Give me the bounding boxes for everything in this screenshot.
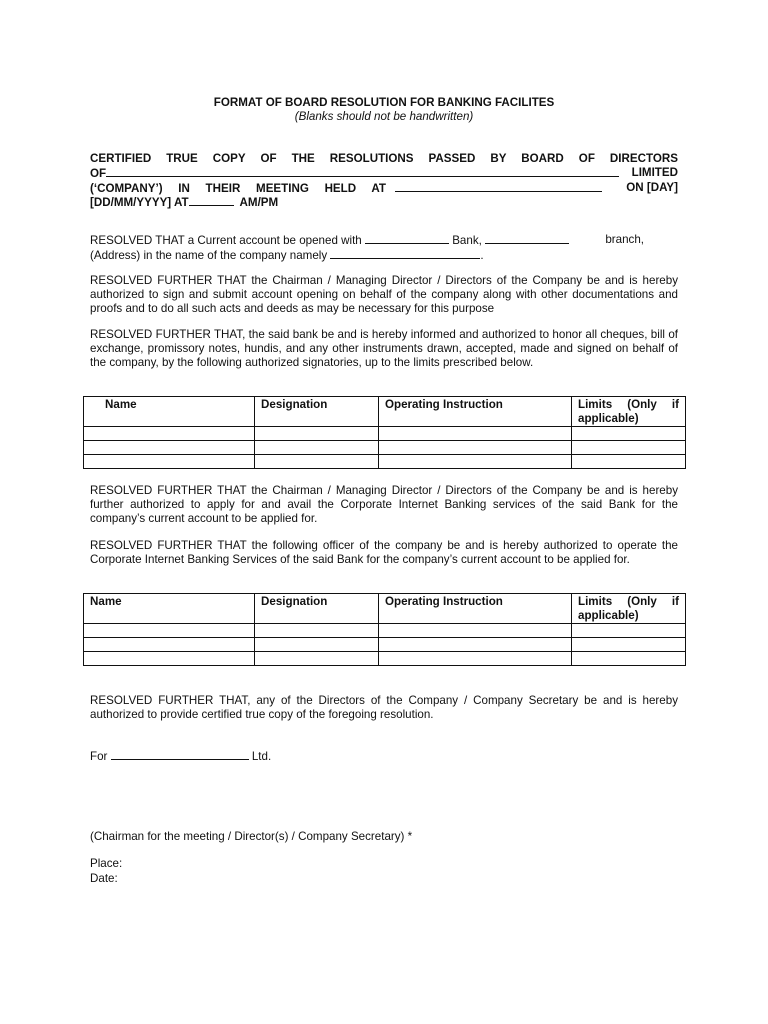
name-cell[interactable]	[84, 623, 255, 637]
operating-instruction-cell[interactable]	[379, 637, 572, 651]
table-row	[84, 637, 686, 651]
operating-instruction-header: Operating Instruction	[379, 594, 572, 624]
certified-block	[90, 152, 678, 210]
table-row	[84, 440, 686, 454]
designation-cell[interactable]	[255, 440, 379, 454]
operating-instruction-cell[interactable]	[379, 623, 572, 637]
table-header-row	[84, 397, 686, 427]
resolution-1-line-1: RESOLVED THAT a Current account be opened with Bank, branch,	[90, 233, 644, 247]
certified-line-3: (‘COMPANY’) IN THEIR MEETING HELD AT ON [DAY]	[90, 180, 678, 195]
limits-cell[interactable]	[572, 440, 686, 454]
company-namely-blank	[330, 248, 480, 259]
document-title: FORMAT OF BOARD RESOLUTION FOR BANKING FACILITES	[213, 96, 555, 109]
certified-line-1: CERTIFIED TRUE COPY OF THE RESOLUTIONS PASSED BY BOARD OF DIRECTORS	[90, 152, 678, 165]
name-cell[interactable]	[84, 651, 255, 665]
for-company-line: For Ltd.	[90, 750, 272, 763]
designation-cell[interactable]	[255, 651, 379, 665]
branch-blank	[485, 233, 569, 244]
limits-cell[interactable]	[572, 651, 686, 665]
resolution-6: RESOLVED FURTHER THAT, any of the Directors of the Company / Company Secretary be and is hereby authorized to provide certified true copy of the foregoing resolution.	[90, 694, 678, 721]
limits-cell[interactable]	[572, 623, 686, 637]
meeting-time-blank	[189, 195, 234, 206]
signatories-table-2	[83, 593, 686, 666]
designation-cell[interactable]	[255, 637, 379, 651]
designation-header: Designation	[255, 594, 379, 624]
resolution-4: RESOLVED FURTHER THAT the Chairman / Managing Director / Directors of the Company be and is hereby further authorized to apply for and avail the Corporate Internet Banking services of the said Bank for the company’s current account to be applied for.	[90, 484, 678, 525]
name-header: Name	[84, 397, 255, 427]
designation-cell[interactable]	[255, 454, 379, 468]
name-cell[interactable]	[84, 454, 255, 468]
for-company-blank	[111, 749, 249, 760]
date-label: Date:	[90, 872, 118, 885]
resolution-1	[90, 233, 678, 263]
name-cell[interactable]	[84, 426, 255, 440]
name-cell[interactable]	[84, 637, 255, 651]
designation-cell[interactable]	[255, 426, 379, 440]
operating-instruction-header: Operating Instruction	[379, 397, 572, 427]
company-name-blank	[106, 166, 619, 177]
table-header-row	[84, 594, 686, 624]
limited-label: LIMITED	[631, 165, 678, 179]
limits-header: Limits (Only if applicable)	[572, 397, 686, 427]
resolution-2: RESOLVED FURTHER THAT the Chairman / Managing Director / Directors of the Company be and is hereby authorized to sign and submit account opening on behalf of the company along with other documentations and proofs and to do all such acts and deeds as may be necessary for this purpose	[90, 274, 678, 315]
operating-instruction-cell[interactable]	[379, 651, 572, 665]
operating-instruction-cell[interactable]	[379, 454, 572, 468]
certified-line-2: OF LIMITED	[90, 165, 678, 180]
name-cell[interactable]	[84, 440, 255, 454]
limits-header: Limits (Only if applicable)	[572, 594, 686, 624]
resolution-1-line-2: (Address) in the name of the company namely .	[90, 248, 484, 262]
signatory-line: (Chairman for the meeting / Director(s) / Company Secretary) *	[90, 830, 413, 843]
designation-cell[interactable]	[255, 623, 379, 637]
bank-name-blank	[365, 233, 449, 244]
limits-cell[interactable]	[572, 426, 686, 440]
place-label: Place:	[90, 857, 123, 870]
operating-instruction-cell[interactable]	[379, 440, 572, 454]
table-row	[84, 651, 686, 665]
table-row	[84, 623, 686, 637]
signatories-table-1	[83, 396, 686, 469]
table-row	[84, 426, 686, 440]
resolution-3: RESOLVED FURTHER THAT, the said bank be and is hereby informed and authorized to honor all cheques, bill of exchange, promissory notes, hundis, and any other instruments drawn, accepted, made and signed on behalf of the company, by the following authorized signatories, up to the limits prescribed below.	[90, 328, 678, 369]
meeting-place-blank	[395, 181, 602, 192]
document-subtitle: (Blanks should not be handwritten)	[294, 110, 474, 123]
table-row	[84, 454, 686, 468]
limits-cell[interactable]	[572, 637, 686, 651]
certified-line-4: [DD/MM/YYYY] AT AM/PM	[90, 196, 279, 210]
limits-cell[interactable]	[572, 454, 686, 468]
resolution-5: RESOLVED FURTHER THAT the following officer of the company be and is hereby authorized to operate the Corporate Internet Banking Services of the said Bank for the company’s current account to be applied for.	[90, 539, 678, 566]
name-header: Name	[84, 594, 255, 624]
operating-instruction-cell[interactable]	[379, 426, 572, 440]
designation-header: Designation	[255, 397, 379, 427]
